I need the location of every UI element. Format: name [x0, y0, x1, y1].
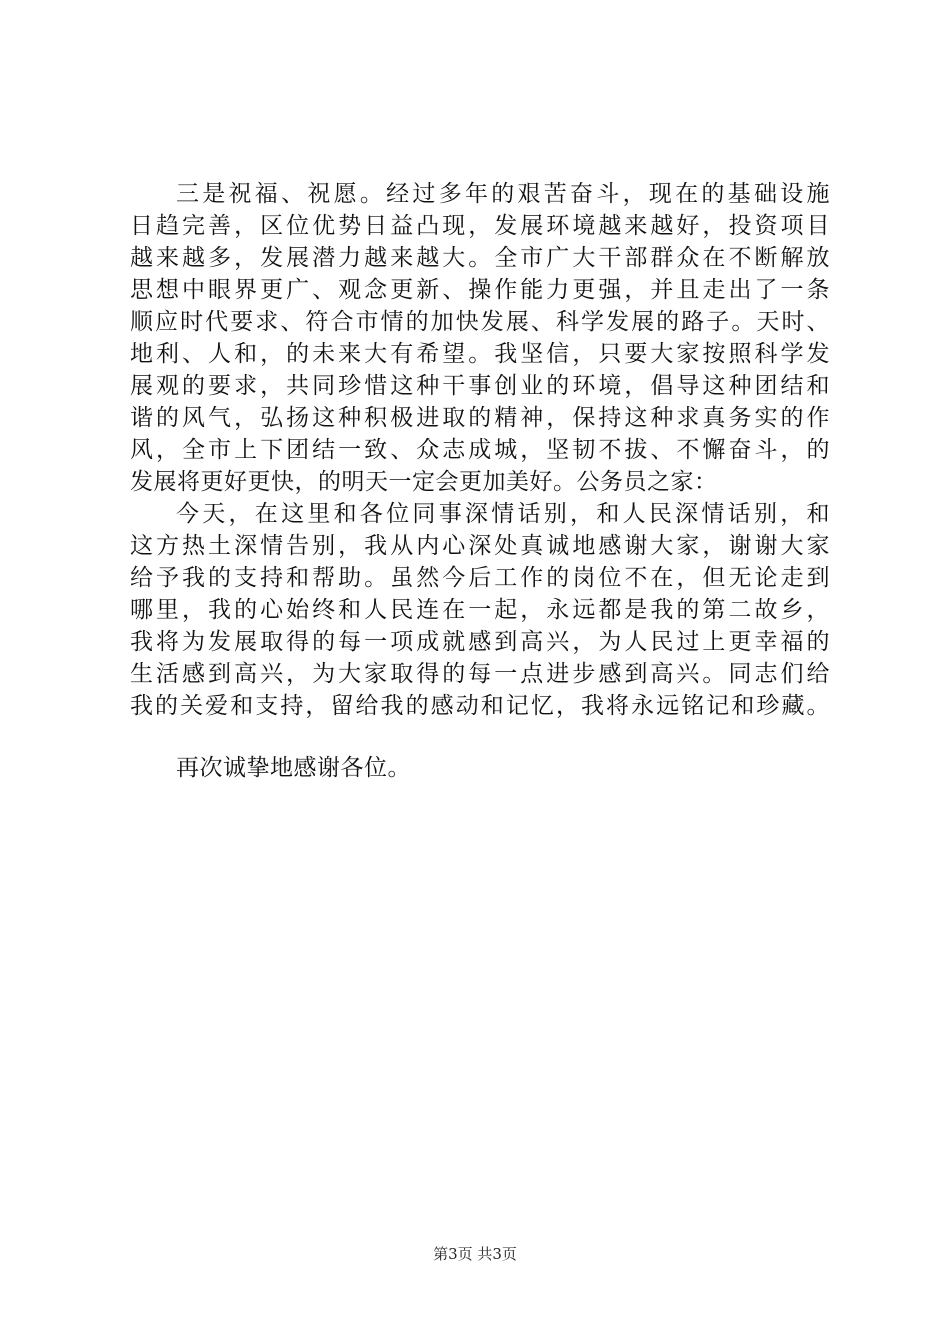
paragraph-line: 哪里，我的心始终和人民连在一起，永远都是我的第二故乡，	[130, 597, 830, 623]
paragraph-line: 顺应时代要求、符合市情的加快发展、科学发展的路子。天时、	[130, 309, 830, 335]
paragraph-line: 我的关爱和支持，留给我的感动和记忆，我将永远铭记和珍藏。	[130, 693, 830, 719]
paragraph-thanks	[130, 752, 830, 784]
paragraph-line: 这方热土深情告别，我从内心深处真诚地感谢大家，谢谢大家	[130, 533, 830, 559]
paragraph-spacer	[130, 722, 830, 752]
paragraph-line: 给予我的支持和帮助。虽然今后工作的岗位不在，但无论走到	[130, 565, 830, 591]
paragraph-line: 我将为发展取得的每一项成就感到高兴，为人民过上更幸福的	[130, 629, 830, 655]
paragraph-line: 日趋完善，区位优势日益凸现，发展环境越来越好，投资项目	[130, 213, 830, 239]
paragraph-line: 生活感到高兴，为大家取得的每一点进步感到高兴。同志们给	[130, 661, 830, 687]
document-body	[130, 178, 830, 784]
paragraph-line: 发展将更好更快，的明天一定会更加美好。公务员之家：	[130, 469, 718, 495]
paragraph-farewell	[130, 498, 830, 722]
paragraph-line: 思想中眼界更广、观念更新、操作能力更强，并且走出了一条	[130, 277, 830, 303]
paragraph-line: 三是祝福、祝愿。经过多年的艰苦奋斗，现在的基础设施	[176, 181, 830, 207]
paragraph-line: 谐的风气，弘扬这种积极进取的精神，保持这种求真务实的作	[130, 405, 830, 431]
paragraph-line: 地利、人和，的未来大有希望。我坚信，只要大家按照科学发	[130, 341, 830, 367]
paragraph-line: 越来越多，发展潜力越来越大。全市广大干部群众在不断解放	[130, 245, 830, 271]
paragraph-line: 展观的要求，共同珍惜这种干事创业的环境，倡导这种团结和	[130, 373, 830, 399]
paragraph-line: 再次诚挚地感谢各位。	[176, 755, 411, 781]
paragraph-blessing	[130, 178, 830, 498]
page-number-footer: 第3页 共3页	[433, 1245, 517, 1263]
paragraph-line: 风，全市上下团结一致、众志成城，坚韧不拔、不懈奋斗，的	[130, 437, 830, 463]
paragraph-line: 今天，在这里和各位同事深情话别，和人民深情话别，和	[176, 501, 830, 527]
